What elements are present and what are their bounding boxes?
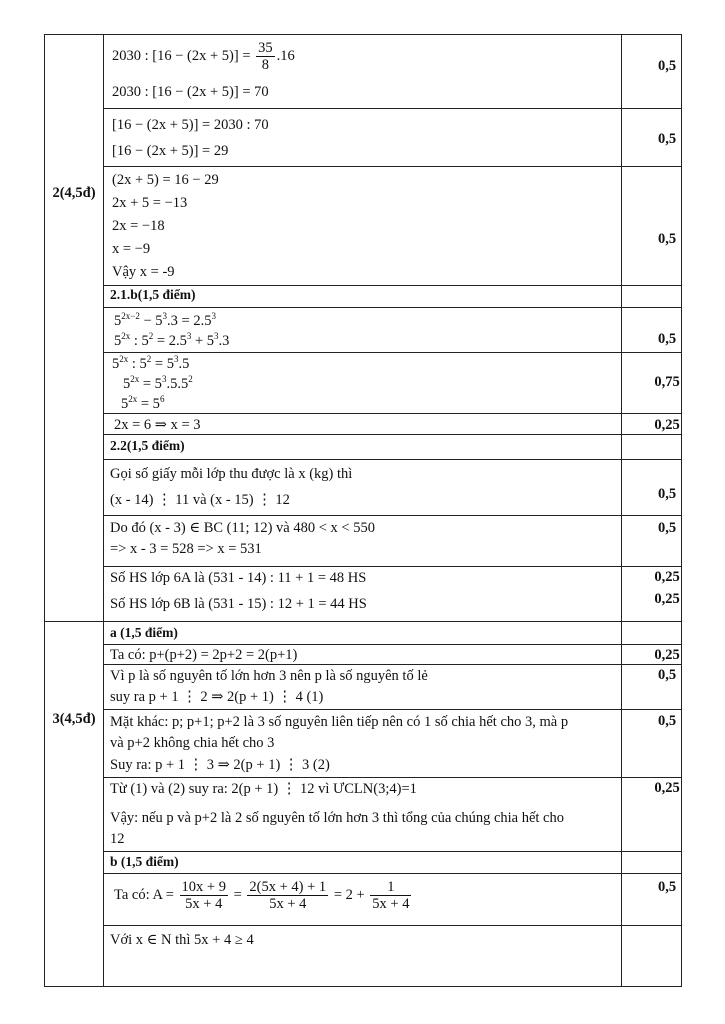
equation-line: $5^{2x}$ : $5^2 = 5^3.5$ xyxy=(112,354,190,372)
row-divider xyxy=(103,873,681,874)
subsection-heading: b (1,5 điểm) xyxy=(110,854,179,869)
column-divider-2 xyxy=(621,34,622,987)
text-line: suy ra p + 1 ⋮ 2 ⇒ 2(p + 1) ⋮ 4 (1) xyxy=(110,689,324,705)
row-divider xyxy=(103,166,681,167)
table-border-top xyxy=(44,34,681,35)
equation-line: $5^{2x-2} - 5^3.3 = 2.5^3$ xyxy=(114,311,216,329)
row-divider xyxy=(103,285,681,286)
fraction: $\frac{10x + 9}{5x + 4}$ xyxy=(181,879,226,912)
score-cell: 0,5 xyxy=(657,131,677,147)
text-line: Số HS lớp 6B là (531 - 15) : 12 + 1 = 44 HS xyxy=(110,596,367,612)
score-cell: 0,75 xyxy=(654,374,680,390)
text-line: Mặt khác: p; p+1; p+2 là 3 số nguyên liên tiếp nên có 1 số chia hết cho 3, mà p xyxy=(110,714,569,730)
score-cell: 0,5 xyxy=(657,486,677,502)
equation-line: x = −9 xyxy=(112,241,151,257)
subsection-heading: a (1,5 điểm) xyxy=(110,625,178,640)
text-line: Gọi số giấy mỗi lớp thu được là x (kg) thì xyxy=(110,466,353,482)
row-divider xyxy=(103,108,681,109)
text-line: Vì p là số nguyên tố lớn hơn 3 nên p là số nguyên tố lẻ xyxy=(110,668,428,684)
row-divider xyxy=(103,307,681,308)
text-line: Do đó (x - 3) ∈ BC (11; 12) và 480 < x < 550 xyxy=(110,520,375,536)
equation-line: 2030 : [16 − (2x + 5)] = 70 xyxy=(112,84,269,100)
score-cell: 0,25 xyxy=(654,417,680,433)
score-cell: 0,5 xyxy=(657,231,677,247)
score-cell: 0,5 xyxy=(657,667,677,683)
score-cell: 0,25 xyxy=(654,569,680,585)
equation-line: $5^{2x} = 5^3.5.5^2$ xyxy=(123,374,193,392)
equation-line: $5^{2x}$ : $5^2 = 2.5^3 + 5^3.3$ xyxy=(114,331,230,349)
text-line: và p+2 không chia hết cho 3 xyxy=(110,735,275,751)
table-border-bottom xyxy=(44,986,681,987)
row-divider xyxy=(103,434,681,435)
section-divider xyxy=(44,621,681,622)
section-label-3: 3(4,5đ) xyxy=(52,711,96,727)
equation-line: [16 − (2x + 5)] = 2030 : 70 xyxy=(112,117,269,133)
text-line: Ta có: p+(p+2) = 2p+2 = 2(p+1) xyxy=(110,647,298,663)
table-border-right xyxy=(681,34,682,987)
section-label-2: 2(4,5đ) xyxy=(52,185,96,201)
score-cell: 0,25 xyxy=(654,591,680,607)
row-divider xyxy=(103,352,681,353)
row-divider xyxy=(103,459,681,460)
text-line: (x - 14) ⋮ 11 và (x - 15) ⋮ 12 xyxy=(110,492,290,508)
equation-line: [16 − (2x + 5)] = 29 xyxy=(112,143,229,159)
text-line: Suy ra: p + 1 ⋮ 3 ⇒ 2(p + 1) ⋮ 3 (2) xyxy=(110,757,330,773)
score-cell: 0,5 xyxy=(657,713,677,729)
subsection-heading: 2.1.b(1,5 điểm) xyxy=(110,287,196,302)
equation-line: (2x + 5) = 16 − 29 xyxy=(112,172,219,188)
fraction: $\frac{2(5x + 4) + 1}{5x + 4}$ xyxy=(249,879,327,912)
row-divider xyxy=(103,925,681,926)
text-line: Từ (1) và (2) suy ra: 2(p + 1) ⋮ 12 vì ƯCLN(3;4)=1 xyxy=(110,781,417,797)
score-cell: 0,25 xyxy=(654,647,680,663)
text-line: Số HS lớp 6A là (531 - 14) : 11 + 1 = 48 HS xyxy=(110,570,367,586)
row-divider xyxy=(103,777,681,778)
equation-line: 2030 : [16 − (2x + 5)] = $\frac{35}{8}$ .16 xyxy=(112,40,295,73)
conclusion-line: Vậy x = -9 xyxy=(112,264,175,280)
equation-line: 2x = 6 ⇒ x = 3 xyxy=(114,417,201,433)
score-cell: 0,25 xyxy=(654,780,680,796)
text-line: 12 xyxy=(110,831,125,847)
table-border-left xyxy=(44,34,45,987)
score-cell: 0,5 xyxy=(657,520,677,536)
subsection-heading: 2.2(1,5 điểm) xyxy=(110,438,185,453)
equation-line: Ta có: A = $\frac{10x + 9}{5x + 4}$ = $\frac{2(5x + 4) + 1}{5x + 4}$ = 2 + $\frac{1}{5x + 4}$ xyxy=(114,879,410,912)
score-cell: 0,5 xyxy=(657,58,677,74)
equation-line: 2x + 5 = −13 xyxy=(112,195,188,211)
row-divider xyxy=(103,413,681,414)
text-line: Vậy: nếu p và p+2 là 2 số nguyên tố lớn hơn 3 thì tổng của chúng chia hết cho xyxy=(110,810,564,826)
fraction: $\frac{1}{5x + 4}$ xyxy=(372,879,410,912)
row-divider xyxy=(103,515,681,516)
score-cell: 0,5 xyxy=(657,331,677,347)
column-divider-1 xyxy=(103,34,104,987)
equation-line: $5^{2x} = 5^6$ xyxy=(121,394,165,412)
text-line: Với x ∈ N thì 5x + 4 ≥ 4 xyxy=(110,932,254,948)
row-divider xyxy=(103,709,681,710)
row-divider xyxy=(103,566,681,567)
row-divider xyxy=(103,644,681,645)
score-cell: 0,5 xyxy=(657,879,677,895)
equation-line: 2x = −18 xyxy=(112,218,165,234)
text-line: => x - 3 = 528 => x = 531 xyxy=(110,541,262,557)
fraction: $\frac{35}{8}$ xyxy=(258,40,273,73)
row-divider xyxy=(103,664,681,665)
row-divider xyxy=(103,851,681,852)
